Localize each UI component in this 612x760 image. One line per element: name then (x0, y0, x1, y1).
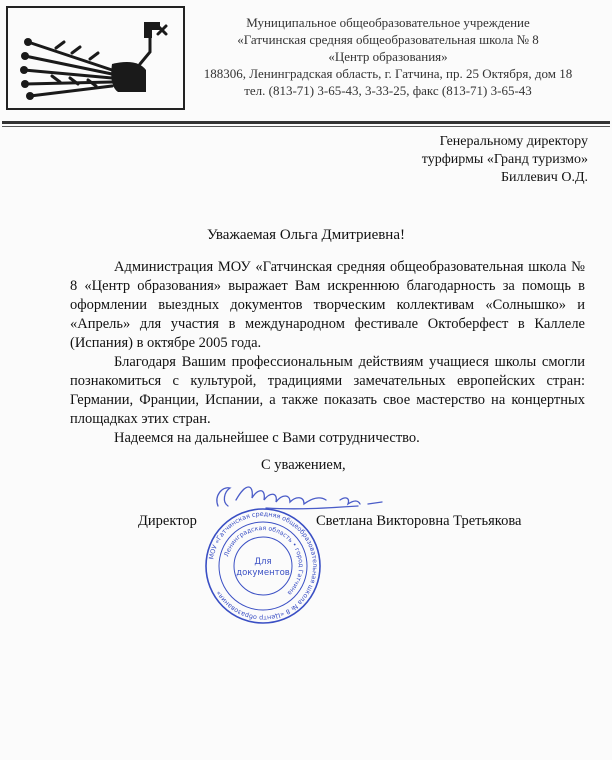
school-phone: тел. (813-71) 3-65-43, 3-33-25, факс (813-71) 3-65-43 (244, 83, 532, 98)
peacock-logo-icon (8, 8, 183, 108)
closing: С уважением, (261, 457, 346, 473)
addressee-company: турфирмы «Гранд туризмо» (421, 152, 588, 167)
school-subtitle: «Центр образования» (328, 49, 448, 64)
official-stamp-icon (203, 506, 323, 626)
stamp-outer-text: МОУ «Гатчинская средняя общеобразовательная школа № 8 «Центр образования» (207, 509, 320, 623)
school-name: «Гатчинская средняя общеобразовательная школа № 8 (237, 32, 539, 47)
org-type: Муниципальное общеобразовательное учреждение (246, 15, 530, 30)
addressee-position: Генеральному директору (439, 134, 588, 149)
paragraph-3: Надеемся на дальнейшее с Вами сотрудничество. (114, 430, 420, 446)
header-divider-thin (2, 126, 610, 127)
signatory-title: Директор (138, 513, 197, 529)
stamp-inner-text: Ленинградская область • город Гатчина (223, 524, 305, 597)
paragraph-1: Администрация МОУ «Гатчинская средняя общеобразовательная школа № 8 «Центр образования» выражает Вам искреннюю благодарность за помощь в оформлении выездных документов творческим коллективам «Солнышко» и «Апрель» для участия в международном фестивале Октоберфест в Каллеле (Испания) в октябре 2005 года. (70, 259, 585, 351)
paragraph-2: Благодаря Вашим профессиональным действиям учащиеся школы смогли познакомиться с культурой, традициями замечательных европейских стран: Германии, Франции, Испании, а также показать свое мастерство на концертных площадках этих стран. (70, 354, 585, 427)
letter-body (70, 258, 585, 448)
header-divider (2, 121, 610, 124)
school-logo (6, 6, 185, 110)
addressee-name: Биллевич О.Д. (500, 170, 588, 185)
stamp-center-line1: Для (254, 557, 272, 567)
greeting: Уважаемая Ольга Дмитриевна! (206, 227, 405, 243)
letterhead (188, 14, 588, 99)
stamp-center-line2: документов (236, 568, 290, 578)
signatory-name: Светлана Викторовна Третьякова (316, 513, 522, 529)
school-address: 188306, Ленинградская область, г. Гатчина, пр. 25 Октября, дом 18 (203, 66, 573, 81)
addressee-block (288, 133, 588, 187)
